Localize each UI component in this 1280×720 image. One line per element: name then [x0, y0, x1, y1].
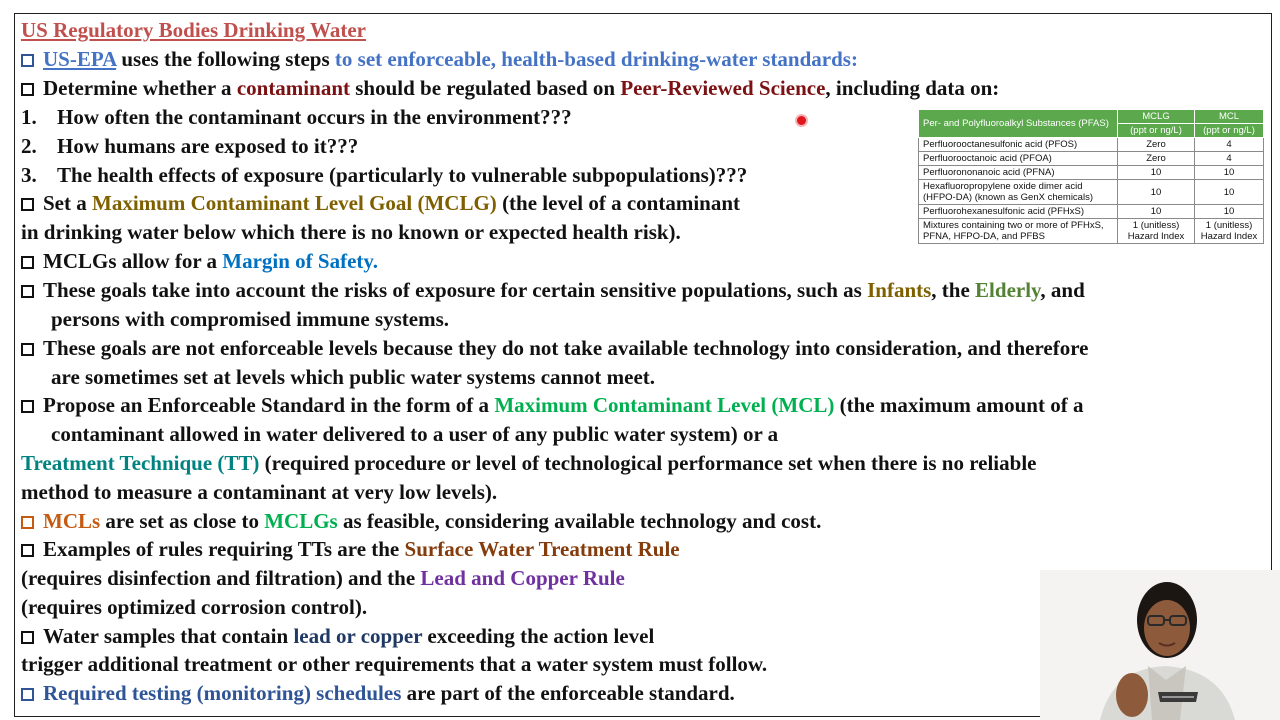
checkbox-bullet-icon	[21, 688, 34, 701]
text-run: Examples of rules requiring TTs are the	[43, 537, 405, 561]
table-cell: Mixtures containing two or more of PFHxS, PFNA, HFPO-DA, and PFBS	[919, 219, 1118, 244]
text-run: Maximum Contaminant Level (MCL)	[494, 393, 835, 417]
text-run: as feasible, considering available technology and cost.	[337, 509, 822, 533]
table-row	[919, 180, 1264, 205]
text-run: Elderly	[975, 278, 1041, 302]
table-cell: Perfluorohexanesulfonic acid (PFHxS)	[919, 205, 1118, 219]
step-2	[21, 133, 358, 159]
header-mclg: MCLG	[1118, 110, 1195, 124]
table-header-row	[919, 110, 1264, 124]
bullet-margin	[21, 248, 378, 274]
text-run: are part of the enforceable standard.	[401, 681, 735, 705]
checkbox-bullet-icon	[21, 83, 34, 96]
text-run: Treatment Technique (TT)	[21, 451, 260, 475]
checkbox-bullet-icon	[21, 198, 34, 211]
table-cell: Hexafluoropropylene oxide dimer acid (HFPO-DA) (known as GenX chemicals)	[919, 180, 1118, 205]
table-cell: 1 (unitless) Hazard Index	[1118, 219, 1195, 244]
text-run: Propose an Enforceable Standard in the form of a	[43, 393, 495, 417]
text-run: MCLGs allow for a	[43, 249, 223, 273]
bullet-rules	[21, 536, 680, 562]
text-run: 1.	[21, 105, 37, 129]
text-run: How humans are exposed to it???	[57, 134, 359, 158]
checkbox-bullet-icon	[21, 400, 34, 413]
bullet-epa	[21, 46, 858, 72]
checkbox-bullet-icon	[21, 54, 34, 67]
text-run: Surface Water Treatment Rule	[404, 537, 680, 561]
text-run: How often the contaminant occurs in the environment???	[57, 105, 572, 129]
table-cell: 1 (unitless) Hazard Index	[1195, 219, 1264, 244]
treatment-technique	[21, 450, 1036, 476]
table-row	[919, 205, 1264, 219]
checkbox-bullet-icon	[21, 631, 34, 644]
checkbox-bullet-icon	[21, 285, 34, 298]
text-run: These goals are not enforceable levels because they do not take available technology into consideration, and therefore	[43, 336, 1089, 360]
text-run: Water samples that contain	[43, 624, 294, 648]
bullet-rules-cont2: (requires optimized corrosion control).	[21, 595, 368, 619]
slide-title: US Regulatory Bodies Drinking Water	[21, 18, 366, 42]
header-mcl-unit: (ppt or ng/L)	[1195, 124, 1264, 138]
header-mclg-unit: (ppt or ng/L)	[1118, 124, 1195, 138]
table-cell: Zero	[1118, 138, 1195, 152]
presenter-silhouette	[1040, 570, 1280, 720]
bullet-rules-cont	[21, 565, 625, 591]
text-run: Set a	[43, 191, 92, 215]
text-run: MCLs	[43, 509, 101, 533]
table-row	[919, 138, 1264, 152]
bullet-goals	[21, 277, 1085, 303]
table-cell: Perfluorooctanoic acid (PFOA)	[919, 152, 1118, 166]
text-run: Peer-Reviewed Science	[620, 76, 826, 100]
text-run: Maximum Contaminant Level Goal (MCLG)	[92, 191, 497, 215]
table-cell: 10	[1118, 166, 1195, 180]
header-substance: Per- and Polyfluoroalkyl Substances (PFAS)	[919, 110, 1118, 138]
checkbox-bullet-icon	[21, 544, 34, 557]
text-run: Lead and Copper Rule	[420, 566, 625, 590]
bullet-close	[21, 508, 821, 534]
table-row	[919, 152, 1264, 166]
bullet-not-enforceable	[21, 335, 1088, 361]
bullet-goals-cont: persons with compromised immune systems.	[51, 307, 450, 331]
table-cell: 10	[1118, 205, 1195, 219]
text-run: Infants	[867, 278, 932, 302]
text-run: These goals take into account the risks of exposure for certain sensitive populations, such as	[43, 278, 868, 302]
bullet-samples-cont: trigger additional treatment or other requirements that a water system must follow.	[21, 652, 768, 676]
checkbox-bullet-icon	[21, 343, 34, 356]
table-cell: 10	[1195, 205, 1264, 219]
table-row	[919, 219, 1264, 244]
table-cell: Zero	[1118, 152, 1195, 166]
text-run: , the	[931, 278, 976, 302]
treatment-technique-cont: method to measure a contaminant at very low levels).	[21, 480, 498, 504]
text-run: MCLGs	[264, 509, 338, 533]
pfas-table	[918, 109, 1264, 244]
laser-pointer-icon	[797, 116, 806, 125]
text-run: Margin of Safety.	[222, 249, 379, 273]
text-run: lead or copper	[293, 624, 423, 648]
text-run: Required testing (monitoring) schedules	[43, 681, 402, 705]
text-run: 3.	[21, 163, 37, 187]
bullet-determine	[21, 75, 999, 101]
text-run: 2.	[21, 134, 37, 158]
text-run: , including data on:	[825, 76, 1000, 100]
step-1	[21, 104, 572, 130]
table-row	[919, 166, 1264, 180]
text-run: uses the following steps	[116, 47, 335, 71]
text-run: exceeding the action level	[422, 624, 655, 648]
header-mcl: MCL	[1195, 110, 1264, 124]
text-run: , and	[1040, 278, 1085, 302]
table-cell: 4	[1195, 152, 1264, 166]
step-3	[21, 162, 747, 188]
table-cell: 4	[1195, 138, 1264, 152]
bullet-mcl-cont: contaminant allowed in water delivered to a user of any public water system) or a	[51, 422, 779, 446]
bullet-mclg	[21, 190, 740, 216]
table-cell: 10	[1195, 180, 1264, 205]
text-run: (requires disinfection and filtration) and the	[21, 566, 421, 590]
checkbox-bullet-icon	[21, 516, 34, 529]
text-run: (the level of a contaminant	[496, 191, 741, 215]
bullet-testing	[21, 680, 735, 706]
text-run: (required procedure or level of technological performance set when there is no reliable	[259, 451, 1037, 475]
text-run: contaminant	[236, 76, 350, 100]
table-cell: Perfluorooctanesulfonic acid (PFOS)	[919, 138, 1118, 152]
bullet-not-enforceable-cont: are sometimes set at levels which public water systems cannot meet.	[51, 365, 656, 389]
text-run: Determine whether a	[43, 76, 237, 100]
table-cell: 10	[1118, 180, 1195, 205]
text-run: should be regulated based on	[350, 76, 621, 100]
text-run: The health effects of exposure (particularly to vulnerable subpopulations)???	[57, 163, 748, 187]
bullet-mcl	[21, 392, 1083, 418]
bullet-samples	[21, 623, 654, 649]
table-cell: 10	[1195, 166, 1264, 180]
text-run: to set enforceable, health-based drinking-water standards:	[334, 47, 858, 71]
checkbox-bullet-icon	[21, 256, 34, 269]
text-run: (the maximum amount of a	[834, 393, 1084, 417]
text-run: are set as close to	[100, 509, 265, 533]
bullet-mclg-cont: in drinking water below which there is no known or expected health risk).	[21, 220, 681, 244]
presenter-video	[1040, 570, 1280, 720]
text-run: US-EPA	[43, 47, 117, 71]
table-cell: Perfluorononanoic acid (PFNA)	[919, 166, 1118, 180]
